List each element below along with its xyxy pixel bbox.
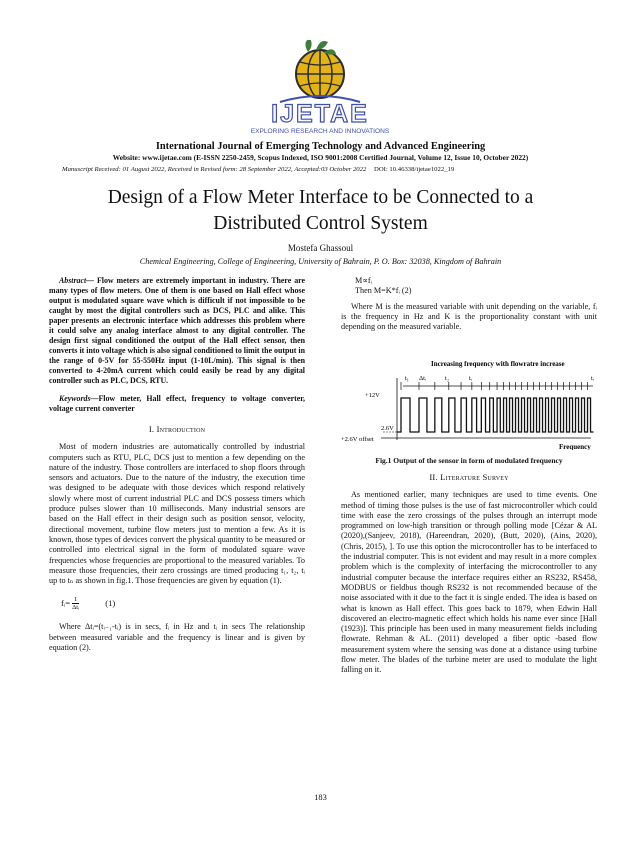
left-column bbox=[49, 276, 305, 659]
equation-1 bbox=[49, 592, 305, 614]
affiliation: Chemical Engineering, College of Engineering, University of Bahrain, P. O. Box: 32038, Kingdom of Bahrain bbox=[139, 257, 502, 266]
figure-ti-label: tᵢ bbox=[469, 375, 472, 382]
eq1-denominator: Δtᵢ bbox=[72, 603, 80, 611]
keywords-label: Keywords— bbox=[59, 394, 99, 403]
journal-logo bbox=[250, 40, 390, 135]
abstract-label: Abstract— bbox=[59, 276, 95, 285]
square-wave bbox=[397, 398, 594, 432]
eq1-number: (1) bbox=[105, 598, 116, 609]
intro-paragraph-2: Where Δtᵢ=(tᵢ₋₁-tᵢ) is in secs, fᵢ in Hz and tᵢ in secs The relationship between measured variable and the frequency is linear and is given by equation (2). bbox=[49, 622, 305, 653]
keywords bbox=[49, 394, 305, 414]
right-column-lower bbox=[341, 472, 597, 682]
equation-2-explanation: Where M is the measured variable with unit depending on the variable, fᵢ is the frequency in Hz and K is the proportionality constant with unit depending on the measured variable. bbox=[341, 301, 597, 332]
eq1-lhs: fᵢ= bbox=[61, 598, 71, 609]
figure-top-label: Increasing frequency with flowratre increase bbox=[431, 360, 565, 368]
author: Mostefa Ghassoul bbox=[287, 243, 354, 253]
paper-title-line2: Distributed Control System bbox=[213, 213, 428, 234]
journal-website-line: Website: www.ijetae.com (E-ISSN 2250-2459, Scopus Indexed, ISO 9001:2008 Certified Journal, Volume 12, Issue 10, October 2022) bbox=[112, 153, 529, 162]
manuscript-line bbox=[62, 166, 454, 173]
abstract-text: Flow meters are extremely important in industry. There are many types of flow meters. One of them is one based on Hall effect whose output is modulated square wave which is difficult if not impossible to be caught by most the digital controllers such as DCS, PLC and alike. This paper presents an electronic interface which addresses this problem where it could solve any analog interface almost to any digital controller. The design first signal conditioned the output of the Hall effect sensor, then converts it into voltage which is also signal conditioned to limit the output in the range of 0-5V for 55-550Hz input (1-10L/min). This signal is then converted to 4-20mA current which could easily be read by any digital controller such as PLC, DCS, RTU. bbox=[49, 276, 305, 385]
doi: DOI: 10.46338/ijetae1022_19 bbox=[374, 166, 455, 173]
figure-t2-label: t₂ bbox=[445, 375, 450, 382]
figure-12v-label: +12V bbox=[365, 392, 380, 399]
equation-2: Then M=K*fᵢ (2) bbox=[355, 286, 412, 296]
proportional-line: M∝fᵢ bbox=[355, 276, 372, 285]
intro-heading: I. Introduction bbox=[148, 424, 206, 434]
figure-tn-label: tᵢ bbox=[591, 375, 594, 382]
eq1-fraction bbox=[72, 596, 79, 611]
intro-paragraph-1: Most of modern industries are automatically controlled by industrial computers such as RTU, PLC, DCS just to mention a few depending on the nature of the industry. Those controllers are interfaced to shop floors through sensors and actuators. Due to the nature of the industry, the execution time was designed to be adequate with those devices which respond relatively slowly where most of current industrial PLC and DCS possess timers which produce pulses slower than 10 milliseconds. Many industrial sensors are based on the Hall effect in their design such as position sensor, velocity, directional movement, turbine flow meters just to mention a few. As it is known, those types of devices convert the physical quantity to be measured or controlled into electrical signal in the form of modulated square wave frequencies whose frequencies are proportional to the measured variables. To measure those frequencies, their zero crossings are timed producing t₁, t₂, tᵢ up to tₙ as shown in fig.1. Those frequencies are given by equation (1). bbox=[49, 442, 305, 586]
figure-caption: Fig.1 Output of the sensor in form of modulated frequency bbox=[375, 456, 563, 465]
figure-x-label: Frequency bbox=[559, 443, 591, 450]
figure-1 bbox=[341, 358, 597, 465]
lit-paragraph: As mentioned earlier, many techniques are used to time events. One method of timing those pulses is the use of fast microcontroller which could time with ease the zero crossings of the pulses through an interrupt mode programmed on low-high transition or through polling mode [Cézar & AL (2020),(Sanjeev, 2018), (Hareendran, 2020), (Butt, 2020), (Ains, 2020), (Chris, 2015), ]. To use this option the microcontroller has to be interfaced to the industrial computer. This is not evident and may result in a more complex problem which is the complexity of interfacing the microcontroller to any industrial computer because the interface requires either an RS232, RS458, MODBUS or fieldbus though RS232 is not recommended because of the noise associated with it due to the fact it is single ended. The idea is based on what is known as Hall effect. This goes back to 1879, when Edwin Hall discovered an electro-magnetic effect which holds his name ever since [Hall (1923)]. This principle has been used in many measurement fields including flowrate. Rehman & AL. (2011) developed a fiber optic -based flow measurement system where the sensing was done at a distance using turbine flow meter. The blades of the turbine meter are used to modulate the light falling on it. bbox=[341, 490, 597, 675]
logo-wordmark: IJETAE bbox=[271, 100, 369, 128]
page-number: 183 bbox=[314, 793, 327, 802]
manuscript-dates: Manuscript Received: 01 August 2022, Received in Revised form: 28 September 2022, Accepted:03 October 2022 bbox=[62, 166, 367, 173]
paper-title-line1: Design of a Flow Meter Interface to be Connected to a bbox=[107, 187, 534, 208]
journal-title: International Journal of Emerging Technology and Advanced Engineering bbox=[155, 141, 486, 152]
abstract bbox=[49, 276, 305, 386]
modulated-frequency-waveform bbox=[341, 358, 597, 450]
figure-26v-label: 2.6V bbox=[381, 425, 394, 432]
logo-tagline: EXPLORING RESEARCH AND INNOVATIONS bbox=[250, 128, 390, 135]
figure-t1-label: t₁ bbox=[405, 375, 410, 382]
keywords-text: Flow meter, Hall effect, frequency to voltage converter, voltage current converter bbox=[49, 394, 305, 413]
lit-heading: II. Literature Survey bbox=[429, 472, 509, 482]
right-column bbox=[341, 276, 597, 338]
eq1-numerator: 1 bbox=[74, 595, 78, 603]
figure-offset-label: +2.6V offset bbox=[341, 436, 374, 443]
figure-dt-label: Δtᵢ bbox=[419, 375, 427, 382]
